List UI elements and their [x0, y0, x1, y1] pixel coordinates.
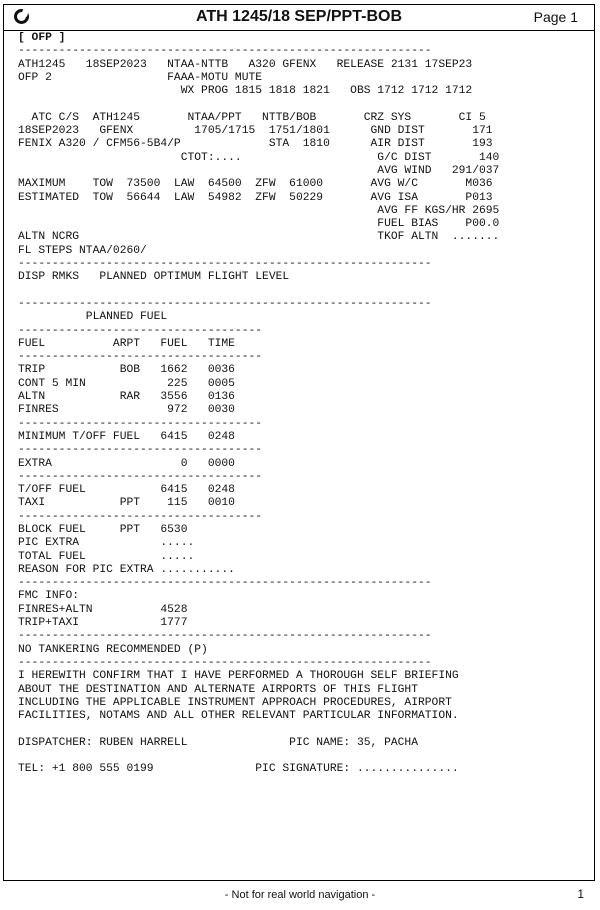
ofp-line: NO TANKERING RECOMMENDED (P)	[18, 643, 208, 656]
ofp-line: 18SEP2023 GFENX 1705/1715 1751/1801 GND DIST 171	[18, 125, 493, 138]
page-label: Page 1	[533, 9, 578, 25]
ofp-line: MAXIMUM TOW 73500 LAW 64500 ZFW 61000 AVG W/C M036	[18, 178, 493, 191]
page-title: ATH 1245/18 SEP/PPT-BOB	[196, 8, 402, 25]
ofp-line: DISPATCHER: RUBEN HARRELL PIC NAME: 35, PACHA	[18, 736, 418, 749]
ofp-line: FACILITIES, NOTAMS AND ALL OTHER RELEVANT PARTICULAR INFORMATION.	[18, 710, 459, 723]
ofp-line: DISP RMKS PLANNED OPTIMUM FLIGHT LEVEL	[18, 271, 290, 284]
ofp-line: FUEL ARPT FUEL TIME	[18, 337, 235, 350]
ofp-line: PLANNED FUEL	[18, 311, 168, 324]
ofp-line: -------------------------------------------------------------	[18, 45, 432, 58]
ofp-line: AVG WIND 291/037	[18, 164, 500, 177]
ofp-line: TEL: +1 800 555 0199 PIC SIGNATURE: ...............	[18, 763, 459, 776]
ofp-line: -------------------------------------------------------------	[18, 297, 432, 310]
ofp-line: FL STEPS NTAA/0260/	[18, 244, 147, 257]
ofp-line: -------------------------------------------------------------	[18, 577, 432, 590]
ofp-line: FMC INFO:	[18, 590, 80, 603]
ofp-line: AVG FF KGS/HR 2695	[18, 204, 500, 217]
ofp-line: ------------------------------------	[18, 324, 263, 337]
ofp-line: EXTRA 0 0000	[18, 457, 235, 470]
ofp-line: I HEREWITH CONFIRM THAT I HAVE PERFORMED A THOROUGH SELF BRIEFING	[18, 670, 459, 683]
ofp-line: CTOT:.... G/C DIST 140	[18, 151, 500, 164]
ofp-line: CONT 5 MIN 225 0005	[18, 377, 235, 390]
ofp-line: ESTIMATED TOW 56644 LAW 54982 ZFW 50229 AVG ISA P013	[18, 191, 493, 204]
ofp-line: REASON FOR PIC EXTRA ...........	[18, 563, 235, 576]
ofp-line: FENIX A320 / CFM56-5B4/P STA 1810 AIR DIST 193	[18, 138, 493, 151]
ofp-line: OFP 2 FAAA-MOTU MUTE	[18, 71, 263, 84]
footer-disclaimer: - Not for real world navigation -	[224, 889, 376, 901]
ofp-lines	[18, 45, 499, 775]
ofp-body	[18, 32, 499, 777]
ofp-line: ------------------------------------	[18, 417, 263, 430]
ofp-line: ABOUT THE DESTINATION AND ALTERNATE AIRPORTS OF THIS FLIGHT	[18, 683, 418, 696]
ofp-line: TAXI PPT 115 0010	[18, 497, 235, 510]
ofp-heading: [ OFP ]	[18, 32, 66, 44]
ofp-line: ATH1245 18SEP2023 NTAA-NTTB A320 GFENX RELEASE 2131 17SEP23	[18, 58, 473, 71]
ofp-line: PIC EXTRA .....	[18, 537, 195, 550]
ofp-line: ALTN RAR 3556 0136	[18, 391, 235, 404]
ofp-line: TRIP+TAXI 1777	[18, 617, 188, 630]
ofp-line: FUEL BIAS P00.0	[18, 218, 500, 231]
ofp-line: ------------------------------------	[18, 470, 263, 483]
ofp-line: TOTAL FUEL .....	[18, 550, 195, 563]
ofp-line: ------------------------------------	[18, 444, 263, 457]
ofp-line: -------------------------------------------------------------	[18, 258, 432, 271]
ofp-line: FINRES 972 0030	[18, 404, 235, 417]
ofp-line: ------------------------------------	[18, 510, 263, 523]
ofp-line: T/OFF FUEL 6415 0248	[18, 484, 235, 497]
ofp-line: -------------------------------------------------------------	[18, 656, 432, 669]
page-header	[4, 5, 594, 31]
ofp-line: MINIMUM T/OFF FUEL 6415 0248	[18, 430, 235, 443]
ofp-line: WX PROG 1815 1818 1821 OBS 1712 1712 1712	[18, 85, 473, 98]
ofp-line: ------------------------------------	[18, 351, 263, 364]
ofp-line: BLOCK FUEL PPT 6530	[18, 523, 188, 536]
ofp-line: FINRES+ALTN 4528	[18, 603, 188, 616]
footer-page-number: 1	[577, 887, 584, 901]
ofp-line: INCLUDING THE APPLICABLE INSTRUMENT APPROACH PROCEDURES, AIRPORT	[18, 696, 452, 709]
ofp-page	[3, 4, 595, 881]
ofp-line: TRIP BOB 1662 0036	[18, 364, 235, 377]
ofp-line: ALTN NCRG TKOF ALTN .......	[18, 231, 500, 244]
ofp-line: ATC C/S ATH1245 NTAA/PPT NTTB/BOB CRZ SYS CI 5	[18, 111, 486, 124]
ofp-line: -------------------------------------------------------------	[18, 630, 432, 643]
